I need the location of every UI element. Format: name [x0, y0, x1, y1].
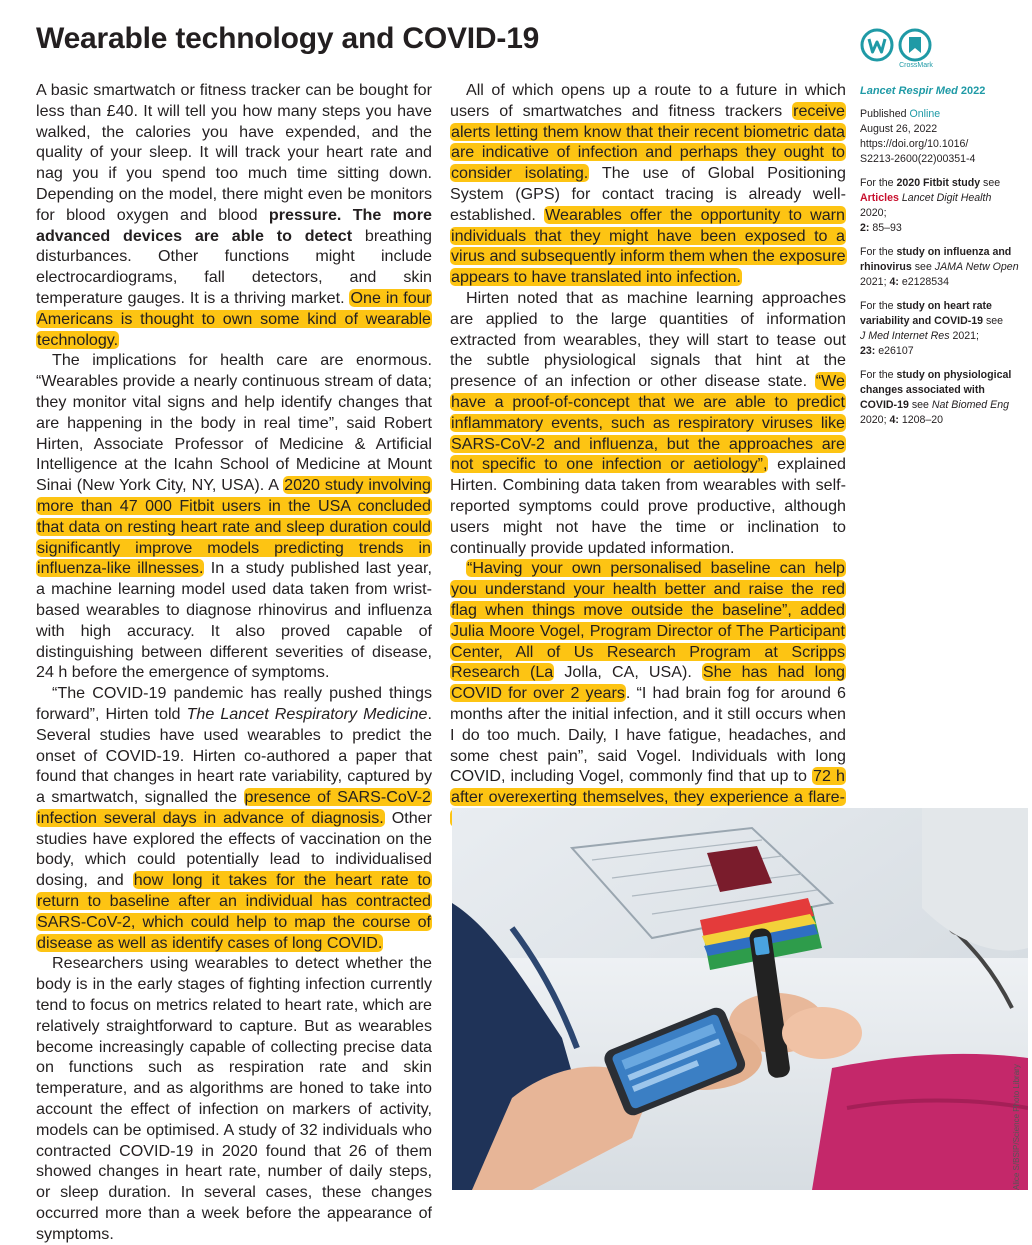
highlight: Wearables offer the opportunity to warn individuals that they might have been exposed to a virus and subsequently inform them when the exposure appears to have translated into infection.	[451, 205, 846, 287]
sidebar	[860, 84, 1020, 437]
photo-credit: Alice S/BSIP/Science Photo Library	[1012, 1064, 1021, 1190]
articles-link[interactable]: Articles	[860, 192, 899, 204]
highlight: 72 h after overexerting themselves, they experience a flare-	[450, 767, 846, 827]
photo-illustration	[452, 808, 1028, 1190]
highlight: She has had long COVID for over 2 years	[451, 663, 845, 703]
journal-citation: Lancet Respir Med 2022	[860, 85, 986, 97]
reference-note: For the study on influenza and rhinovirus see JAMA Netw Open 2021; 4: e2128534	[860, 246, 1019, 288]
article-title: Wearable technology and COVID-19	[36, 22, 540, 55]
reference-note: For the study on heart rate variability and COVID-19 see J Med Internet Res 2021; 23: e26107	[860, 300, 1004, 357]
highlight: “We have a proof-of-concept that we are able to predict inflammatory events, such as respiratory viruses like SARS-CoV-2 and influenza, but the approaches are not specific to one infection or aetiology”,	[451, 372, 845, 474]
paragraph: Hirten noted that as machine learning approaches are applied to the large quantities of information extracted from wearables, they will start to tease out the subtle physiological signals that hint at the presence of an infection or other disease state. “We have a proof-of-concept that we are able to predict inflammatory events, such as respiratory viruses like SARS-CoV-2 and influenza, but the approaches are not specific to one infection or aetiology”, explained Hirten. Combining data taken from wearables with self-reported symptoms could prove productive, although users might not have the time or inclination to continually provide updated information.	[450, 288, 846, 557]
paragraph: Researchers using wearables to detect whether the body is in the early stages of fighting infection currently tend to focus on metrics related to heart rate, which are relatively straightforward to capture. But as wearables become increasingly capable of collecting precise data on functions such as respiration rate and skin temperature, and as algorithms are honed to take into account the effect of infection on markers of activity, models can be optimised. A study of 32 individuals who contracted COVID-19 in 2020 found that 26 of them showed changes in heart rate, number of daily steps, or sleep duration. In several cases, these changes occurred more than a week before the appearance of symptoms.	[36, 954, 432, 1243]
reference-note: For the 2020 Fitbit study see Articles Lancet Digit Health 2020; 2: 85–93	[860, 177, 1001, 234]
body-column-1	[36, 80, 432, 1245]
article-photo	[452, 808, 1028, 1190]
doi-link[interactable]: https://doi.org/10.1016/	[860, 138, 969, 150]
body-column-2	[450, 80, 846, 829]
highlight: “Having your own personalised baseline can help you understand your health better and raise the red flag when things move outside the baseline”, added Julia Moore Vogel, Program Director of The Participant Center, All of Us Research Program at Scripps Research (La	[451, 559, 845, 682]
publication-info: Published Online August 26, 2022 https://doi.org/10.1016/ S2213-2600(22)00351-4	[860, 108, 976, 165]
paragraph: All of which opens up a route to a future in which users of smartwatches and fitness trackers receive alerts letting them know that their recent biometric data are indicative of infection and perhaps they ought to consider isolating. The use of Global Positioning System (GPS) for contact tracing is already well-established. Wearables offer the opportunity to warn individuals that they might have been exposed to a virus and subsequently inform them when the exposure appears to have translated into infection.	[450, 81, 846, 287]
highlight: 2020 study involving more than 47 000 Fitbit users in the USA concluded that data on resting heart rate and sleep duration could significantly improve models predicting trends in influenza-like illnesses.	[37, 476, 431, 578]
doi-link[interactable]: S2213-2600(22)00351-4	[860, 153, 976, 165]
highlight: how long it takes for the heart rate to return to baseline after an individual has contracted SARS-CoV-2, which could help to map the course of disease as well as identify cases of long COVID.	[37, 871, 431, 952]
highlight: One in four Americans is thought to own some kind of wearable technology.	[37, 288, 431, 349]
journal-logos	[860, 28, 940, 88]
highlight: presence of SARS-CoV-2 infection several days in advance of diagnosis.	[37, 788, 431, 827]
paragraph: “Having your own personalised baseline can help you understand your health better and raise the red flag when things move outside the baseline”, added Julia Moore Vogel, Program Director of The Participant Center, All of Us Research Program at Scripps Research (La Jolla, CA, USA). She has had long COVID for over 2 years. “I had brain fog for around 6 months after the initial infection, and it still occurs when I do too much. Daily, I have fatigue, headaches, and some chest pain”, said Vogel. Individuals with long COVID, including Vogel, commonly find that up to 72 h after overexerting themselves, they experience a flare-	[450, 558, 846, 828]
highlight: receive alerts letting them know that their recent biometric data are indicative of infection and perhaps they ought to consider isolating.	[451, 101, 845, 183]
paragraph: “The COVID-19 pandemic has really pushed things forward”, Hirten told The Lancet Respiratory Medicine. Several studies have used wearables to predict the onset of COVID-19. Hirten co-authored a paper that found that changes in heart rate variability, captured by a smartwatch, signalled the presence of SARS-CoV-2 infection several days in advance of diagnosis. Other studies have explored the effects of vaccination on the body, which could potentially lead to individualised dosing, and how long it takes for the heart rate to return to baseline after an individual has contracted SARS-CoV-2, which could help to map the course of disease as well as identify cases of long COVID.	[36, 684, 432, 952]
reference-note: For the study on physiological changes associated with COVID-19 see Nat Biomed Eng 2020; 4: 1208–20	[860, 369, 1012, 426]
crossmark-icon[interactable]	[898, 28, 932, 62]
paragraph: The implications for health care are enormous. “Wearables provide a nearly continuous stream of data; they monitor vital signs and help identify changes that are happening in the body in real time”, said Robert Hirten, Associate Professor of Medicine & Artificial Intelligence at the Icahn School of Medicine at Mount Sinai (New York City, NY, USA). A 2020 study involving more than 47 000 Fitbit users in the USA concluded that data on resting heart rate and sleep duration could significantly improve models predicting trends in influenza-like illnesses. In a study published last year, a machine learning model used data taken from wrist-based wearables to diagnose rhinovirus and influenza with high accuracy. It also proved capable of distinguishing between different severities of disease, 24 h before the emergence of symptoms.	[36, 351, 432, 682]
crossmark-label: CrossMark	[899, 62, 933, 69]
lancet-w-logo-icon[interactable]	[860, 28, 894, 62]
paragraph: A basic smartwatch or fitness tracker can be bought for less than £40. It will tell you how many steps you have walked, the calories you have expended, and the quality of your sleep. It will track your heart rate and nag you if you spend too much time sitting down. Depending on the model, there might even be monitors for blood oxygen and blood pressure. The more advanced devices are able to detect breathing disturbances. Other functions might include electrocardiograms, fall detectors, and skin temperature gauges. It is a thriving market. One in four Americans is thought to own some kind of wearable technology.	[36, 81, 432, 349]
